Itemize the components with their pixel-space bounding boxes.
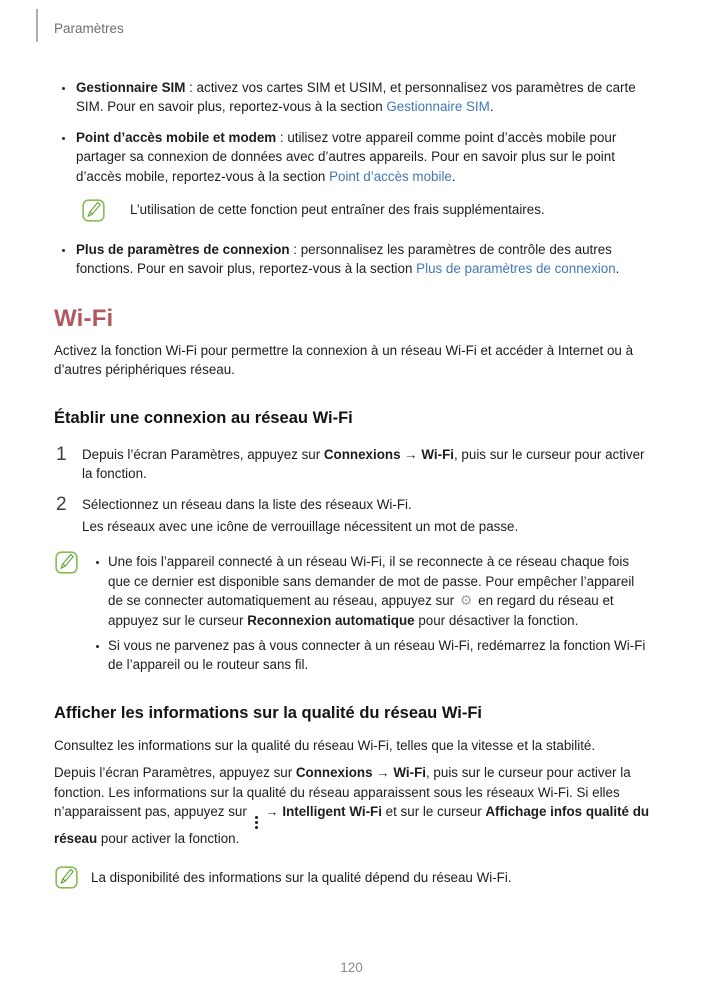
step-text [82,445,651,484]
bullet-dot [90,636,108,675]
gear-icon: ⚙ [459,592,473,609]
note-bullet-auto-reconnect [90,552,651,630]
chapter-title: Paramètres [54,21,124,36]
note-box-extra-fees [82,198,651,222]
bullet-dot [54,240,76,279]
text-run: , puis sur le curseur pour activer la fonction. [82,446,645,482]
text-run: pour activer la fonction. [97,831,240,847]
bold-text: Intelligent Wi-Fi [282,803,382,819]
text-run: . [489,99,494,115]
quality-paragraph-1: Consultez les informations sur la qualité du réseau Wi-Fi, telles que la vitesse et la stabilité. [54,737,596,753]
text-run: Sélectionnez un réseau dans la liste des réseaux Wi-Fi. [82,497,412,513]
bold-text: Wi-Fi [421,446,454,462]
text-run: Si vous ne parvenez pas à vous connecter à un réseau Wi-Fi, redémarrez la fonction Wi-Fi de l’appareil ou le routeur sans fil. [108,637,646,673]
note-icon [55,866,78,889]
step-subtext: Les réseaux avec une icône de verrouillage nécessitent un mot de passe. [82,518,519,534]
text-run: en regard du réseau et appuyez sur le curseur [108,593,614,628]
text-run: : activez vos cartes SIM et USIM, et personnalisez vos paramètres de carte SIM. Pour en savoir plus, reportez-vous à la section [76,80,636,115]
bold-text: Point d’accès mobile et modem [76,129,277,145]
wifi-intro-paragraph: Activez la fonction Wi-Fi pour permettre la connexion à un réseau Wi-Fi et accéder à Internet ou à d’autres périphériques réseau. [54,342,634,378]
list-item-more-connection-settings [54,240,651,279]
section-link[interactable]: Point d’accès mobile [329,168,452,184]
bullet-dot [54,128,76,186]
text-run: → [400,446,422,462]
bold-text: Wi-Fi [393,765,426,781]
bold-text: Reconnexion automatique [247,612,415,628]
note-bullet-restart-wifi [90,636,651,675]
page-content [0,46,703,889]
note-icon [55,551,78,574]
list-item-sim-manager [54,78,651,117]
section-title-wifi: Wi-Fi [54,304,114,332]
note-icon [82,199,105,222]
step-text [82,495,651,514]
note-bullets [90,550,651,674]
section-link[interactable]: Gestionnaire SIM [386,99,490,115]
step-body [82,445,651,484]
text-run: Depuis l’écran Paramètres, appuyez sur [54,765,296,781]
step-number: 2 [56,494,67,516]
bullet-text [76,240,651,279]
note-bullet-text [108,636,651,675]
subsection-title-quality: Afficher les informations sur la qualité du réseau Wi-Fi [54,703,483,722]
note-box-wifi-reconnect [54,550,651,674]
text-run: . [451,168,456,184]
text-run: → [372,765,394,781]
text-run: → [261,803,283,819]
step-body [82,495,651,536]
text-run: , puis sur le curseur pour activer la fonction. Les informations sur la qualité du réseau apparaissent sous les réseaux Wi-Fi. Si elles n’apparaissent pas, appuyez sur [54,765,631,819]
text-run: Depuis l’écran Paramètres, appuyez sur [82,446,324,462]
page-header [0,0,703,46]
numbered-steps [54,445,651,537]
bullet-dot [90,552,108,630]
bullet-text [76,128,651,186]
bullet-dot [54,78,76,117]
subsection-title-connect: Établir une connexion au réseau Wi-Fi [54,408,353,427]
text-run: : utilisez votre appareil comme point d’accès mobile pour partager sa connexion de données avec d’autres appareils. Pour en savoir plus sur le point d’accès mobile, reportez-vous à la section [76,129,617,184]
step-2 [54,495,651,536]
text-run: : personnalisez les paramètres de contrôle des autres fonctions. Pour en savoir plus, reportez-vous à la section [76,242,612,277]
page-footer [0,958,703,977]
step-1 [54,445,651,484]
bold-text: Plus de paramètres de connexion [76,242,290,258]
quality-paragraph-2 [54,763,651,849]
page-number: 120 [340,959,363,975]
note-box-quality-availability [54,865,651,889]
text-run: Une fois l’appareil connecté à un réseau Wi-Fi, il se reconnecte à ce réseau chaque fois que ce dernier est disponible sans demander de mot de passe. Pour empêcher l’appareil de se connecter automatiquement au réseau, appuyez sur [108,554,635,609]
bullet-text [76,78,651,117]
step-number: 1 [56,443,67,465]
note-bullet-text [108,552,651,630]
note-text: L’utilisation de cette fonction peut entraîner des frais supplémentaires. [130,202,545,218]
settings-bullet-list [54,78,651,186]
bold-text: Affichage infos qualité du réseau [54,803,650,847]
list-item-mobile-hotspot [54,128,651,186]
header-divider [36,9,38,42]
text-run: pour désactiver la fonction. [414,612,579,628]
section-link[interactable]: Plus de paramètres de connexion [416,261,616,277]
text-run: . [615,261,620,277]
text-run: et sur le curseur [381,803,486,819]
bold-text: Gestionnaire SIM [76,80,186,95]
kebab-menu-icon [255,816,258,829]
bold-text: Connexions [323,446,401,462]
note-text: La disponibilité des informations sur la qualité dépend du réseau Wi-Fi. [91,869,512,885]
bold-text: Connexions [295,765,373,781]
